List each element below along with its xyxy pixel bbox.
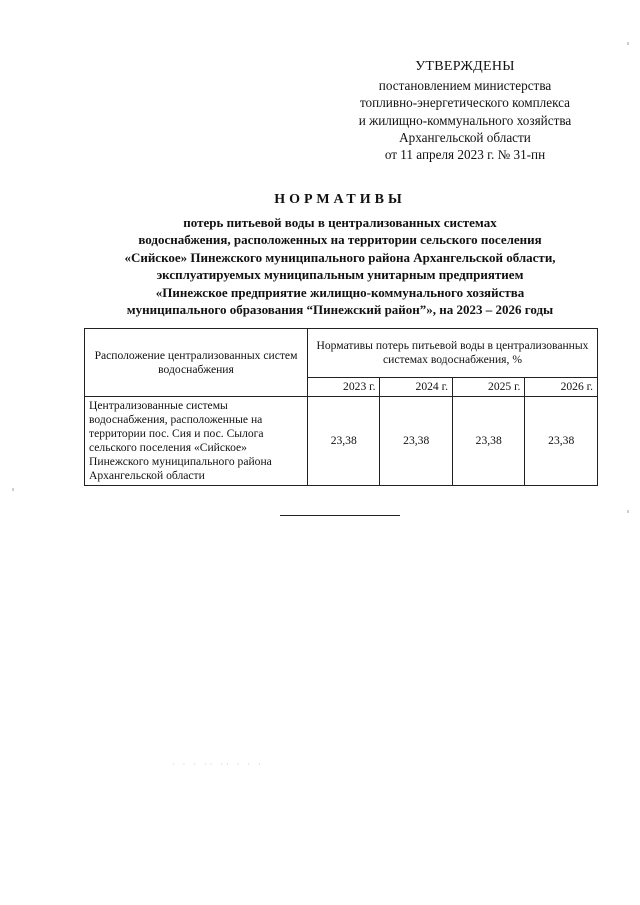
year-header-2026: 2026 г.: [525, 378, 598, 397]
document-title-block: [70, 192, 610, 318]
scan-artifact: [627, 42, 629, 45]
norms-table: [84, 328, 598, 486]
year-header-2024: 2024 г.: [380, 378, 452, 397]
year-header-2023: 2023 г.: [308, 378, 380, 397]
approval-line: и жилищно-коммунального хозяйства: [358, 112, 572, 128]
year-header-2025: 2025 г.: [452, 378, 524, 397]
scan-artifact: [12, 488, 14, 491]
approval-line: топливно-энергетического комплекса: [359, 95, 571, 111]
location-column-header: Расположение централизованных систем водоснабжения: [85, 329, 308, 397]
title-line: «Сийское» Пинежского муниципального района Архангельской области,: [124, 249, 556, 265]
title-line: «Пинежское предприятие жилищно-коммунального хозяйства: [155, 284, 525, 300]
title-line: эксплуатируемых муниципальным унитарным предприятием: [156, 267, 524, 283]
table-header-row: [85, 329, 598, 378]
value-cell-2023: 23,38: [308, 397, 380, 486]
scan-artifact: [627, 510, 629, 513]
location-cell: Централизованные системы водоснабжения, расположенные на территории пос. Сия и пос. Сылога сельского поселения «Сийское» Пинежского муниципального района Архангельской области: [85, 397, 308, 486]
approval-heading: УТВЕРЖДЕНЫ: [415, 59, 515, 74]
value-cell-2026: 23,38: [525, 397, 598, 486]
table-row: [85, 397, 598, 486]
title-line: водоснабжения, расположенных на территории сельского поселения: [138, 232, 542, 248]
document-title: НОРМАТИВЫ: [274, 192, 406, 207]
approval-date-line: от 11 апреля 2023 г. № 31-пн: [384, 147, 546, 163]
end-rule-divider: [280, 515, 400, 516]
value-cell-2025: 23,38: [452, 397, 524, 486]
approval-line: постановлением министерства: [378, 78, 552, 94]
approval-block: [330, 58, 600, 163]
title-line: муниципального образования “Пинежский район”», на 2023 – 2026 годы: [126, 302, 554, 318]
title-line: потерь питьевой воды в централизованных системах: [183, 215, 497, 230]
norms-column-header: Нормативы потерь питьевой воды в централизованных системах водоснабжения, %: [308, 329, 598, 378]
scan-artifact: · · · ·· ·· · · ·: [172, 760, 264, 769]
value-cell-2024: 23,38: [380, 397, 452, 486]
approval-line: Архангельской области: [399, 129, 531, 145]
